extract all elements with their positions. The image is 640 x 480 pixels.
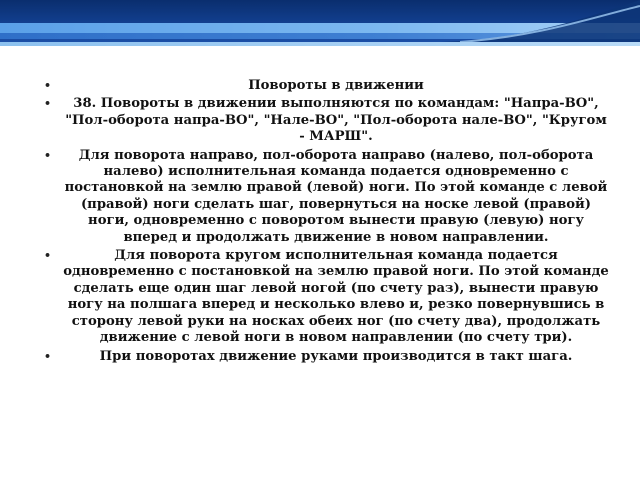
- bullet-text: При поворотах движение руками производится в такт шага.: [99, 348, 573, 364]
- bullet-text: Повороты в движении: [248, 78, 424, 93]
- bullet-dot-icon: •: [44, 97, 52, 111]
- bullet-item-commands: [44, 96, 610, 145]
- bullet-text: Для поворота кругом исполнительная команда подается одновременно с постановкой на землю правой ноги. По этой команде сделать еще один шаг левой ногой (по счету раз), вынести правую ногу на полшага вперед и несколько влево и, резко повернувшись в сторону левой руки на носках обеих ног (по счету два), продолжать движение с левой ноги в новом направлении (по счету три).: [63, 248, 609, 346]
- bullet-item-title: [44, 78, 610, 94]
- bullet-dot-icon: •: [44, 79, 52, 92]
- bullet-item-about-turn: [44, 248, 610, 346]
- bullet-item-turn-right-left: [44, 148, 610, 246]
- header-curve-decoration: [440, 0, 640, 42]
- bullet-text: 38. Повороты в движении выполняются по командам: "Напра-ВО", "Пол-оборота напра-ВО", "Нале-ВО", "Пол-оборота нале-ВО", "Кругом - МАРШ".: [65, 96, 607, 145]
- bullet-dot-icon: •: [44, 349, 52, 363]
- bullet-dot-icon: •: [44, 249, 52, 263]
- bullet-item-arm-movement: [44, 349, 610, 365]
- slide-body: [44, 78, 610, 367]
- bullet-text: Для поворота направо, пол-оборота направо (налево, пол-оборота налево) исполнительная команда подается одновременно с постановкой на землю правой (левой) ноги. По этой команде с левой (правой) ноги сделать шаг, повернуться на носке левой (правой) ноги, одновременно с поворотом вынести правую (левую) ногу вперед и продолжать движение в новом направлении.: [64, 147, 608, 245]
- bullet-dot-icon: •: [44, 148, 52, 162]
- header-stripe-bottom: [0, 42, 640, 46]
